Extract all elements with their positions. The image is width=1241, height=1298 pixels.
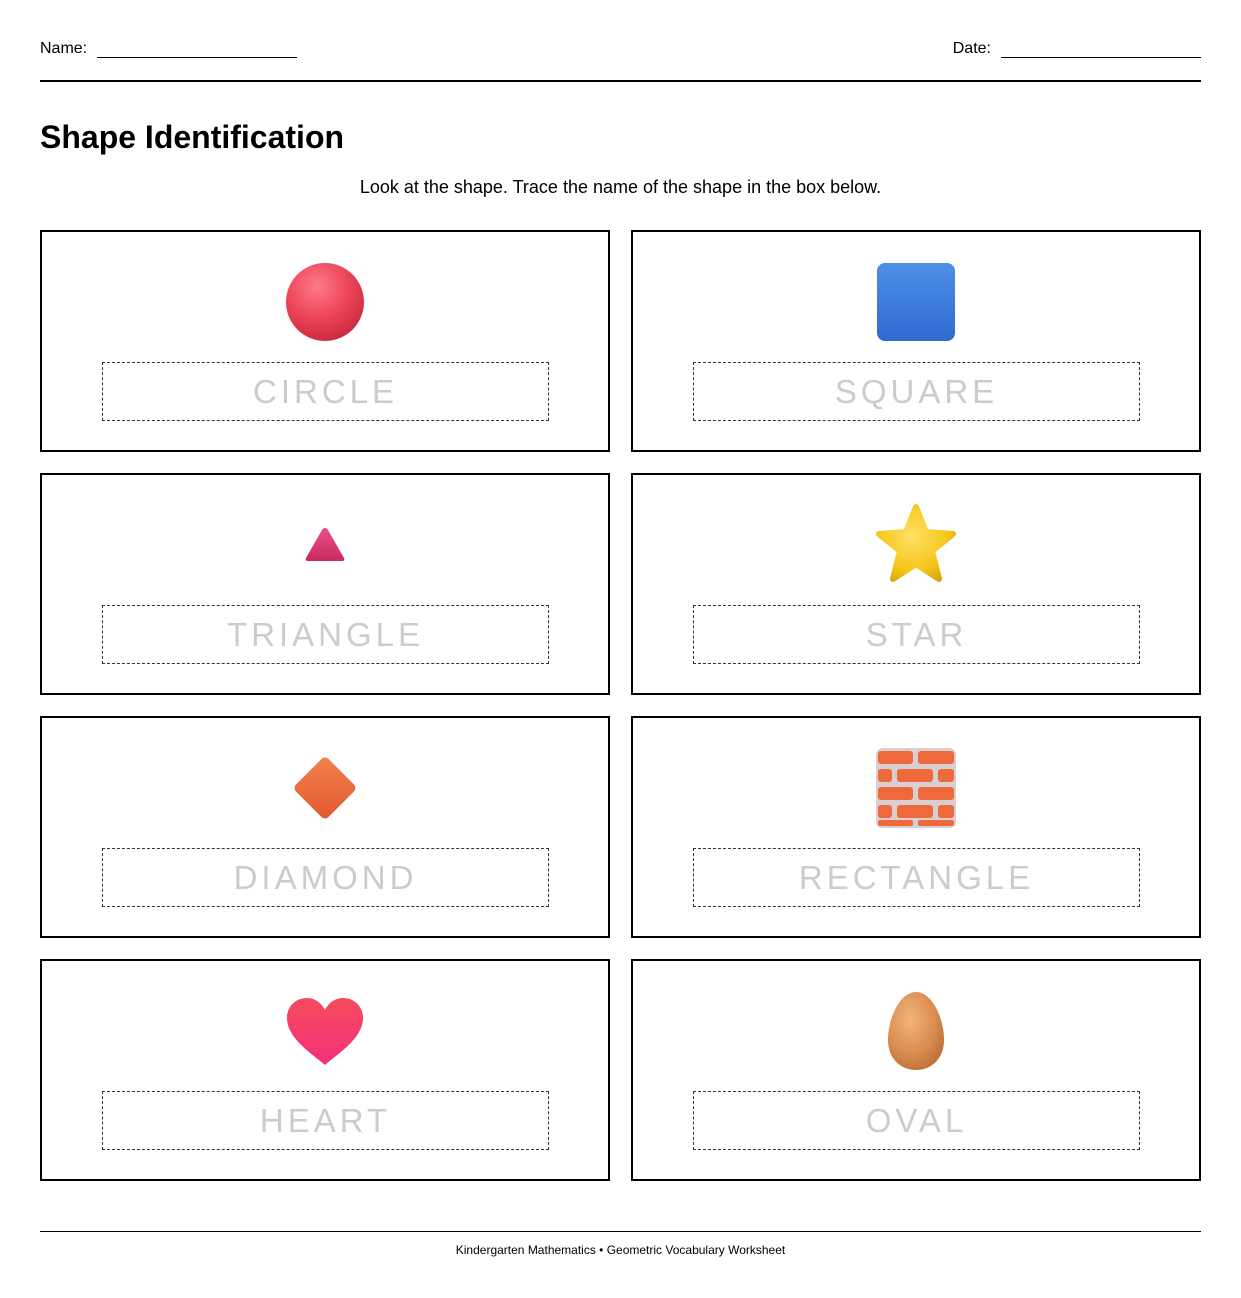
worksheet-header xyxy=(40,0,1201,82)
date-field xyxy=(953,40,1201,58)
trace-box[interactable] xyxy=(102,1091,549,1150)
trace-word: SQUARE xyxy=(834,372,999,410)
trace-word: RECTANGLE xyxy=(798,858,1035,896)
trace-box[interactable] xyxy=(102,848,549,907)
trace-box[interactable] xyxy=(693,605,1140,664)
date-label: Date: xyxy=(952,40,991,57)
shape-card-oval xyxy=(631,959,1201,1181)
trace-word: STAR xyxy=(865,615,968,653)
trace-word: CIRCLE xyxy=(252,372,399,410)
instructions: Look at the shape. Trace the name of the shape in the box below. xyxy=(359,177,882,197)
trace-box[interactable] xyxy=(102,362,549,421)
shape-card-rectangle xyxy=(631,716,1201,938)
shape-card-star xyxy=(631,473,1201,695)
trace-word: HEART xyxy=(259,1101,392,1139)
page-title: Shape Identification xyxy=(40,119,345,155)
shape-grid xyxy=(40,230,1201,1181)
brick-icon xyxy=(633,746,1199,830)
name-line[interactable] xyxy=(97,44,297,58)
red-circle-icon xyxy=(42,260,608,344)
trace-box[interactable] xyxy=(693,1091,1140,1150)
trace-word: TRIANGLE xyxy=(226,615,425,653)
footer-text: Kindergarten Mathematics • Geometric Vocabulary Worksheet xyxy=(455,1243,786,1257)
pink-triangle-icon xyxy=(42,503,608,587)
egg-icon xyxy=(633,989,1199,1073)
trace-word: DIAMOND xyxy=(233,858,418,896)
shape-card-diamond xyxy=(40,716,610,938)
shape-card-triangle xyxy=(40,473,610,695)
shape-card-heart xyxy=(40,959,610,1181)
trace-box[interactable] xyxy=(693,848,1140,907)
trace-box[interactable] xyxy=(693,362,1140,421)
orange-diamond-icon xyxy=(42,746,608,830)
trace-box[interactable] xyxy=(102,605,549,664)
name-field xyxy=(40,40,297,58)
trace-word: OVAL xyxy=(865,1101,968,1139)
pink-heart-icon xyxy=(42,989,608,1073)
blue-square-icon xyxy=(633,260,1199,344)
date-line[interactable] xyxy=(1001,44,1201,58)
shape-card-circle xyxy=(40,230,610,452)
footer-divider xyxy=(40,1231,1201,1232)
shape-card-square xyxy=(631,230,1201,452)
yellow-star-icon xyxy=(633,503,1199,587)
name-label: Name: xyxy=(40,40,88,57)
